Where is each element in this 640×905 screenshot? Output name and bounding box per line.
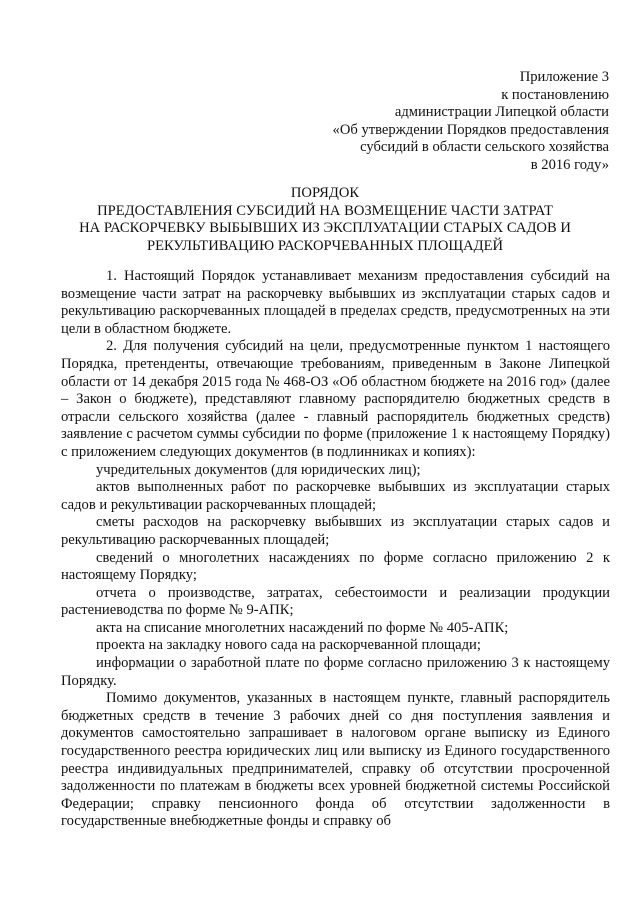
appendix-header: [189, 69, 609, 175]
appendix-line: субсидий в области сельского хозяйства: [360, 139, 609, 156]
list-item: отчета о производстве, затратах, себестоимости и реализации продукции растениеводства по форме № 9-АПК;: [61, 584, 610, 619]
appendix-line: «Об утверждении Порядков предоставления: [332, 121, 609, 138]
list-item: акта на списание многолетних насаждений по форме № 405-АПК;: [96, 619, 509, 636]
paragraph-2: 2. Для получения субсидий на цели, предусмотренные пунктом 1 настоящего Порядка, претенденты, отвечающие требованиям, приведенным в Законе Липецкой области от 14 декабря 2015 года № 468-ОЗ «Об областном бюджете на 2016 год» (далее – Закон о бюджете), представляют главному распорядителю бюджетных средств в отрасли сельского хозяйства (далее - главный распорядитель бюджетных средств) заявление с расчетом суммы субсидии по форме (приложение 1 к настоящему Порядку) с приложением следующих документов (в подлинниках и копиях):: [61, 338, 610, 460]
list-item: информации о заработной плате по форме согласно приложению 3 к настоящему Порядку.: [61, 655, 610, 689]
list-item: актов выполненных работ по раскорчевке выбывших из эксплуатации старых садов и рекультивации раскорчеванных площадей;: [61, 479, 610, 513]
list-item: сведений о многолетних насаждениях по форме согласно приложению 2 к настоящему Порядку;: [61, 549, 610, 584]
title-line: РЕКУЛЬТИВАЦИЮ РАСКОРЧЕВАННЫХ ПЛОЩАДЕЙ: [146, 237, 504, 254]
title-line: ПОРЯДОК: [290, 185, 360, 201]
title-line: НА РАСКОРЧЕВКУ ВЫБЫВШИХ ИЗ ЭКСПЛУАТАЦИИ СТАРЫХ САДОВ И: [79, 220, 571, 237]
list-item: учредительных документов (для юридических лиц);: [96, 461, 421, 478]
list-item: сметы расходов на раскорчевку выбывших из эксплуатации старых садов и рекультивацию раскорчеванных площадей;: [61, 514, 610, 548]
document-body: [61, 268, 610, 831]
document-title: [40, 185, 610, 255]
appendix-line: в 2016 году»: [530, 156, 609, 173]
title-line: ПРЕДОСТАВЛЕНИЯ СУБСИДИЙ НА ВОЗМЕЩЕНИЕ ЧАСТИ ЗАТРАТ: [97, 202, 553, 219]
appendix-line: администрации Липецкой области: [394, 104, 609, 121]
paragraph-1: 1. Настоящий Порядок устанавливает механизм предоставления субсидий на возмещение части затрат на раскорчевку выбывших из эксплуатации старых садов и рекультивацию раскорчеванных площадей в пределах средств, предусмотренных на эти цели в областном бюджете.: [61, 268, 610, 337]
appendix-line: к постановлению: [501, 86, 609, 103]
paragraph-3: Помимо документов, указанных в настоящем пункте, главный распорядитель бюджетных средств в течение 3 рабочих дней со дня поступления заявления и документов самостоятельно запрашивает в налоговом органе выписку из Единого государственного реестра юридических лиц или выписку из Единого государственного реестра индивидуальных предпринимателей, справку об отсутствии просроченной задолженности по платежам в бюджеты всех уровней бюджетной системы Российской Федерации; справку пенсионного фонда об отсутствии задолженности в государственные внебюджетные фонды и справку об: [61, 690, 610, 830]
appendix-line: Приложение 3: [519, 69, 609, 85]
list-item: проекта на закладку нового сада на раскорчеванной площади;: [96, 637, 481, 654]
